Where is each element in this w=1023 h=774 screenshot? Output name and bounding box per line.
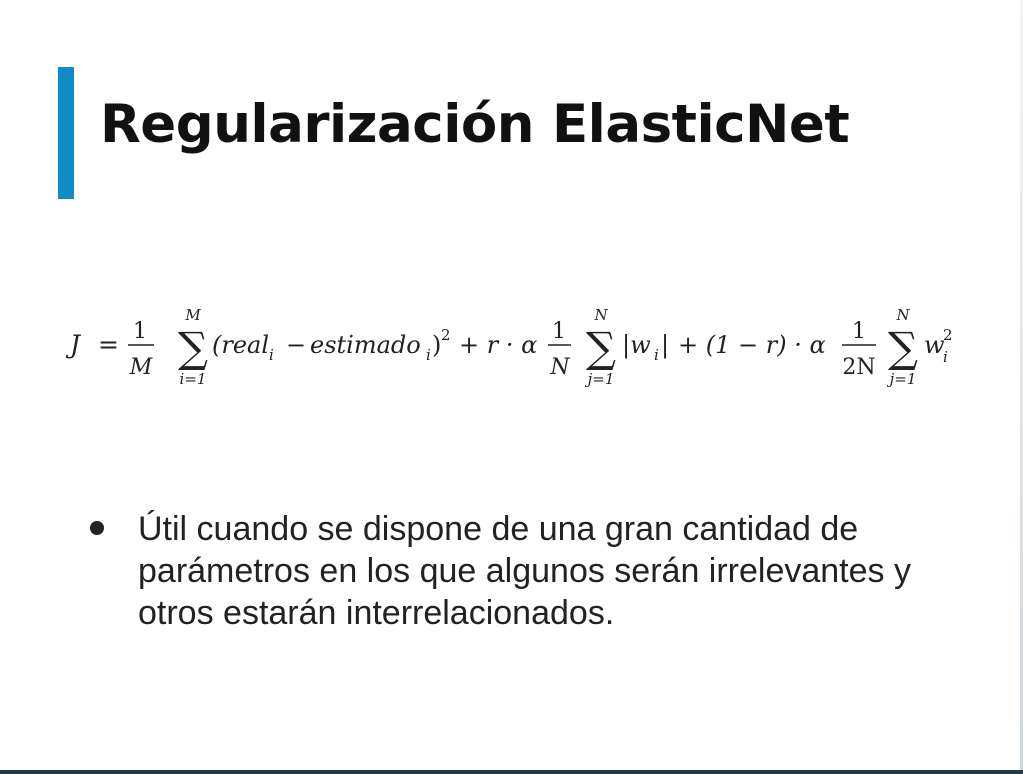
formula-sub-i-4: i <box>943 348 948 366</box>
formula-plus-r-alpha: + r · α <box>459 331 538 359</box>
formula-frac3-num: 1 <box>852 319 866 344</box>
formula-term2: estimado <box>310 331 421 359</box>
formula-power2: 2 <box>441 326 451 344</box>
bullet-item <box>90 508 970 634</box>
formula-sup-2: 2 <box>943 326 953 344</box>
formula-minus: − <box>286 331 307 359</box>
formula-frac3-den: 2N <box>842 355 876 380</box>
formula-frac2-den: N <box>550 355 570 380</box>
title-accent-bar <box>58 67 74 199</box>
formula-sum1-bottom: i=1 <box>179 370 207 388</box>
formula-sub-i-1: i <box>269 346 274 364</box>
formula-frac1-den: M <box>129 355 153 380</box>
bullet-list <box>90 508 970 634</box>
formula-plus-1-minus-r: + (1 − r) · α <box>678 331 826 359</box>
formula-sum1-sigma: ∑ <box>178 323 208 372</box>
bottom-edge-bar <box>0 770 1023 774</box>
formula-abs-close: | <box>661 331 670 359</box>
formula-abs-w: |w <box>622 331 651 359</box>
formula-sum2-sigma: ∑ <box>586 323 616 372</box>
formula-close-paren: ) <box>432 331 442 359</box>
bullet-dot-icon <box>90 521 104 535</box>
formula-lhs: J <box>70 330 81 359</box>
formula-sum3-sigma: ∑ <box>888 323 918 372</box>
formula-w-sq: w <box>924 331 945 359</box>
formula-frac1-num: 1 <box>133 319 147 344</box>
bullet-text: Útil cuando se dispone de una gran cantidad de parámetros en los que algunos serán irrelevantes y otros estarán interrelacionados. <box>138 510 911 632</box>
elasticnet-formula <box>66 300 966 400</box>
formula-sum2-bottom: j=1 <box>587 370 615 388</box>
formula-sum1-top: M <box>185 306 201 324</box>
slide-title: Regularización ElasticNet <box>100 94 850 155</box>
formula-term1: (real <box>212 331 270 359</box>
formula-sub-i-2: i <box>426 346 431 364</box>
formula-equals: = <box>98 330 119 359</box>
formula-sub-i-3: i <box>654 346 659 364</box>
formula-frac2-num: 1 <box>552 319 566 344</box>
formula-sum3-top: N <box>896 306 910 324</box>
formula-sum2-top: N <box>594 306 608 324</box>
formula-sum3-bottom: j=1 <box>889 370 917 388</box>
